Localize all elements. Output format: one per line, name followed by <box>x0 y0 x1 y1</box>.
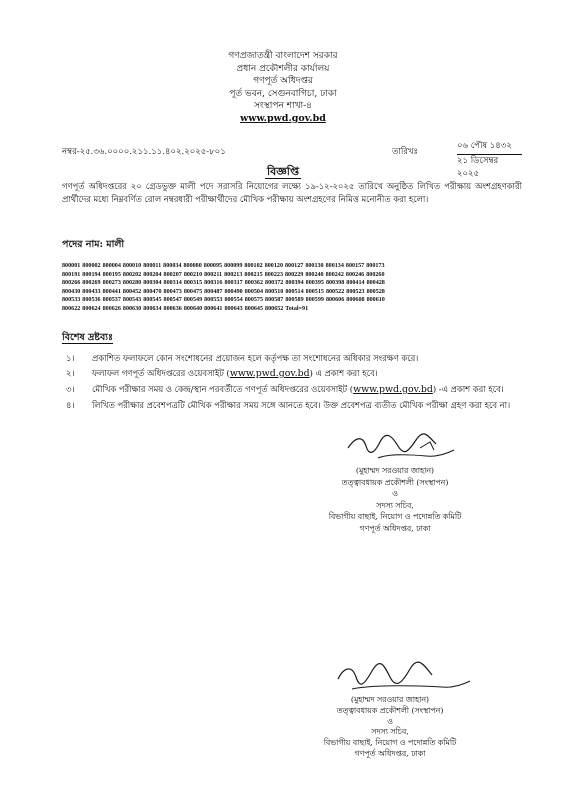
signatory-name: (মুহাম্মদ সরওয়ার জাহান) <box>350 695 430 704</box>
roll-number-list <box>62 262 532 314</box>
roll-line: 800191 800194 800195 800202 800204 800207 800210 800211 800213 800215 800223 800229 800240 800242 800246 800260 <box>62 271 385 278</box>
note-number: ৪। <box>66 400 75 410</box>
website-link[interactable]: www.pwd.gov.bd <box>229 368 310 379</box>
note-item <box>66 399 526 411</box>
signatory-committee: বিভাগীয় বাছাই, নিয়োগ ও পদোন্নতি কমিটি <box>323 738 457 748</box>
office-header <box>0 50 566 125</box>
signature-image <box>292 655 492 699</box>
signature-image <box>308 428 468 466</box>
roll-line: 800001 800002 800004 800010 800011 800034 800080 800095 800099 800102 800120 800127 800130 800134 800157 800173 <box>62 263 385 269</box>
roll-line: 800430 800433 800441 800452 800470 800473 800475 800487 800490 800504 800510 800514 800515 800522 800523 800528 <box>62 288 385 295</box>
header-line-office: প্রধান প্রকৌশলীর কার্যালয় <box>236 63 330 74</box>
website-link[interactable]: www.pwd.gov.bd <box>353 384 433 395</box>
signatory-block <box>310 465 480 534</box>
signatory-designation: তত্ত্বাবধায়ক প্রকৌশলী (সংস্থাপন) <box>341 477 449 487</box>
note-text: মৌখিক পরীক্ষার সময় ও কেন্দ্র/স্থান পরবর্তীতে গণপূর্ত অধিদপ্তরের ওয়েবসাইট ( <box>92 384 354 394</box>
date-bangla: ০৬ পৌষ ১৪৩২ <box>457 140 522 155</box>
note-text: ) -এ প্রকাশ করা হবে। <box>432 384 504 394</box>
signatory-role: সদস্য সচিব, <box>376 500 414 510</box>
header-website-link[interactable]: www.pwd.gov.bd <box>240 112 326 124</box>
signatory-organization: গণপূর্ত অধিদপ্তর, ঢাকা <box>359 523 431 533</box>
note-number: ১। <box>66 353 75 363</box>
signatory-conjunction: ও <box>392 489 398 498</box>
signatory-organization: গণপূর্ত অধিদপ্তর, ঢাকা <box>354 748 426 758</box>
signatory-name: (মুহাম্মদ সরওয়ার জাহান) <box>355 466 435 475</box>
date-label: তারিখঃ <box>392 147 419 157</box>
notice-intro: গণপূর্ত অধিদপ্তরের ২০ গ্রেডভুক্ত মালী পদে সরাসরি নিয়োগের লক্ষ্যে ১৯-১২-২০২৫ তারিখে অনুষ্ঠিত লিখিত পরীক্ষায় অংশগ্রহণকারী প্রার্থীদের মধ্যে নিম্নবর্ণিত রোল নম্বরধারী পরীক্ষার্থীদের মৌখিক পরীক্ষায় অংশগ্রহণের নিমিত্ত মনোনীত করা হলো। <box>62 181 522 204</box>
signatory-committee: বিভাগীয় বাছাই, নিয়োগ ও পদোন্নতি কমিটি <box>328 512 462 521</box>
signatory-role: সদস্য সচিব, <box>371 727 409 737</box>
note-text: প্রকাশিত ফলাফলে কোন সংশোধনের প্রয়োজন হলে কর্তৃপক্ষ তা সংশোধনের অধিকার সংরক্ষণ করে। <box>92 353 419 363</box>
header-line-department: গণপূর্ত অধিদপ্তর <box>253 76 313 86</box>
signatory-conjunction: ও <box>387 716 393 726</box>
header-line-address: পূর্ত ভবন, সেগুনবাগিচা, ঢাকা <box>229 88 337 99</box>
date-english: ২১ ডিসেম্বর ২০২৫ <box>457 156 499 179</box>
note-item <box>66 367 526 380</box>
special-note-heading: বিশেষ দ্রষ্টব্যঃ <box>62 332 114 343</box>
note-number: ৩। <box>66 384 75 394</box>
signatory-designation: তত্ত্বাবধায়ক প্রকৌশলী (সংস্থাপন) <box>336 705 444 715</box>
header-line-section: সংস্থাপন শাখা-৪ <box>253 101 313 111</box>
special-notes-list <box>66 352 526 414</box>
note-text: লিখিত পরীক্ষার প্রবেশপত্রটি মৌখিক পরীক্ষার সময় সঙ্গে আনতে হবে। উক্ত প্রবেশপত্র ব্যতীত মৌখিক পরীক্ষা গ্রহণ করা হবে না। <box>92 400 511 410</box>
signatory-block-copy <box>305 695 475 760</box>
note-number: ২। <box>66 368 75 378</box>
roll-line: 800622 800624 800626 800630 800634 800636 800640 800641 800643 800645 800652 Total=91 <box>62 305 309 312</box>
note-item <box>66 352 526 364</box>
roll-line: 800266 800269 800273 800280 800304 800314 800315 800316 800317 800362 800372 800394 800395 800398 800414 800428 <box>62 280 385 287</box>
note-item <box>66 383 526 396</box>
note-text: ) এ প্রকাশ করা হবে। <box>309 368 378 378</box>
header-line-government: গণপ্রজাতন্ত্রী বাংলাদেশ সরকার <box>228 51 338 61</box>
roll-line: 800533 800536 800537 800543 800545 800547 800549 800553 800554 800575 800587 800589 800599 800606 800608 800610 <box>62 297 385 304</box>
note-text: ফলাফল গণপূর্ত অধিদপ্তরের ওয়েবসাইট ( <box>92 368 230 378</box>
notice-title: বিজ্ঞপ্তি <box>267 165 299 178</box>
post-name: পদের নাম: মালী <box>62 239 125 250</box>
reference-number: নম্বর-২৫.৩৬.০০০০.২১১.১১.৪০২.২০২৫-৮০১ <box>62 147 226 157</box>
